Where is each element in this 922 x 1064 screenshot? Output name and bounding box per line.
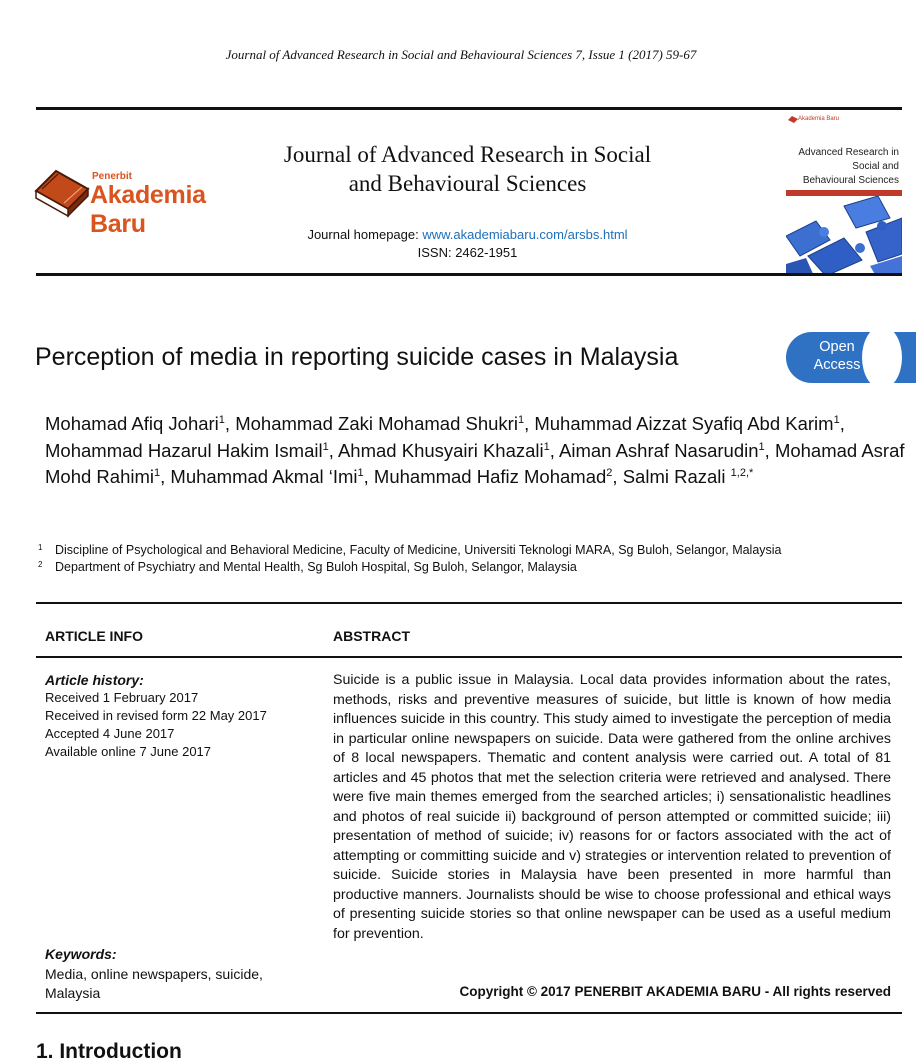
affiliation-1 (38, 543, 782, 557)
author-name: Mohammad Hazarul Hakim Ismail (45, 439, 323, 461)
author-affiliation-mark: 1 (517, 413, 525, 426)
author (235, 413, 524, 434)
journal-homepage (250, 227, 685, 242)
cover-title-line-2: Social and (852, 161, 899, 172)
author-affiliation-mark: 1 (357, 466, 364, 479)
publisher-logo (34, 165, 244, 238)
info-top-rule (36, 602, 902, 604)
history-online: Available online 7 June 2017 (45, 744, 212, 759)
author-name: Mohamad Asraf Mohd Rahimi (45, 439, 905, 487)
introduction-heading: 1. Introduction (36, 1040, 182, 1063)
author (170, 466, 363, 487)
publisher-small-label: Penerbit (92, 171, 133, 182)
badge-notch (862, 326, 902, 389)
history-accepted: Accepted 4 June 2017 (45, 726, 175, 741)
author-affiliation-mark: 1 (154, 466, 161, 479)
author (374, 466, 613, 487)
info-bottom-rule (36, 1012, 902, 1014)
author-list: Mohamad Afiq Johari$^1$, Mohammad Zaki Mohamad Shukri$^1$, Muhammad Aizzat Syafiq Abd Karim$^1$, Mohammad Hazarul Hakim Ismail$^1$, Ahmad Khusyairi Khazali$^1$, Aiman Ashraf Nasarudin$^1$, Mohamad Asraf Mohd Rahimi$^1$, Muhammad Akmal ‘Imi$^1$, Muhammad Hafiz Mohamad$^2$, Salmi Razali $^{1,2,*}$ (45, 413, 905, 487)
open-access-line-1: Open (819, 339, 855, 355)
header-top-rule (36, 107, 902, 110)
journal-cover (786, 113, 902, 275)
history-revised: Received in revised form 22 May 2017 (45, 708, 267, 723)
cover-title (798, 146, 899, 188)
author-affiliation-mark: 1,2,* (730, 466, 754, 479)
author (623, 466, 754, 487)
publisher-name: Akademia Baru (90, 181, 206, 238)
author-affiliation-mark: 1 (218, 413, 225, 426)
article-title: Perception of media in reporting suicide cases in Malaysia (35, 343, 679, 371)
homepage-label: Journal homepage: (307, 227, 423, 242)
running-head: Journal of Advanced Research in Social and Behavioural Sciences 7, Issue 1 (2017) 59-67 (225, 47, 697, 62)
issn: ISSN: 2462-1951 (417, 245, 518, 260)
author (338, 440, 550, 461)
keywords (45, 945, 295, 1004)
author (534, 413, 839, 434)
author-name: Muhammad Akmal ‘Imi (170, 466, 358, 487)
puzzle-cover-icon (786, 196, 902, 275)
keywords-label: Keywords: (45, 946, 117, 962)
author-name: Muhammad Aizzat Syafiq Abd Karim (534, 413, 834, 434)
open-access-line-2: Access (813, 357, 861, 373)
author-affiliation-mark: 1 (833, 413, 840, 426)
author-name: Aiman Ashraf Nasarudin (559, 439, 759, 461)
info-heading-rule (36, 656, 902, 658)
affiliation-2-text: Department of Psychiatry and Mental Health, Sg Buloh Hospital, Sg Buloh, Selangor, Malaysia (55, 560, 577, 574)
homepage-link[interactable]: www.akademiabaru.com/arsbs.html (422, 227, 628, 242)
author (559, 440, 765, 461)
abstract-text: Suicide is a public issue in Malaysia. Local data provides information about the rates, methods, risks and preventive measures of suicide, but little is known of how media influences suicide in this country. This study aimed to investigate the perception of media in particular online newspapers on suicide. Data were gathered from the online archives of 8 local newspapers. Thematic and content analysis were carried out. A total of 81 articles and 45 photos that met the selection criteria were retrieved and analysed. There were five main themes emerged from the searched articles; i) sensationalistic headlines and photos of real suicide ii) background of person attempted or committed suicide; iii) presentation of method of suicide; iv) reasons for or factors associated with the act of attempting or committing suicide and v) strategies or intervention related to prevention of suicide. Suicide stories in Malaysia have been presented in more harmful than productive manners. Journalists should be wise to choose professional and ethical ways of presenting suicide stories so that online newspaper can be used as a useful medium for prevention. (333, 672, 891, 942)
open-access-badge (786, 332, 916, 383)
author-affiliation-mark: 2 (606, 466, 613, 479)
author-name: Muhammad Hafiz Mohamad (373, 466, 607, 487)
journal-title (250, 140, 685, 198)
abstract-heading: ABSTRACT (333, 628, 410, 644)
header-bottom-rule (36, 273, 902, 276)
author-affiliation-mark: 1 (322, 440, 329, 453)
keywords-line-2: Malaysia (45, 985, 101, 1001)
author (45, 440, 329, 461)
author (45, 413, 225, 434)
affiliation-1-number: 1 (38, 543, 43, 552)
article-history-label: Article history: (45, 672, 144, 688)
history-received: Received 1 February 2017 (45, 690, 199, 705)
article-history (45, 671, 267, 761)
cover-publisher: Akademia Baru (798, 116, 840, 122)
author-name: Mohammad Zaki Mohamad Shukri (235, 413, 518, 434)
book-logo-icon (34, 165, 92, 220)
affiliation-2-number: 2 (38, 560, 43, 569)
copyright-notice: Copyright © 2017 PENERBIT AKADEMIA BARU - All rights reserved (459, 984, 891, 999)
journal-title-line-1: Journal of Advanced Research in Social (283, 142, 652, 167)
keywords-line-1: Media, online newspapers, suicide, (45, 965, 263, 982)
affiliation-2 (38, 560, 577, 574)
author-affiliation-mark: 1 (758, 440, 765, 453)
cover-title-line-1: Advanced Research in (798, 147, 899, 158)
journal-title-line-2: and Behavioural Sciences (348, 171, 587, 196)
cover-logo-icon (788, 116, 798, 124)
article-info-heading: ARTICLE INFO (45, 628, 143, 644)
affiliation-1-text: Discipline of Psychological and Behavioral Medicine, Faculty of Medicine, Universiti Teknologi MARA, Sg Buloh, Selangor, Malaysia (55, 543, 782, 557)
cover-title-line-3: Behavioural Sciences (802, 175, 899, 186)
author-name: Salmi Razali (622, 466, 731, 487)
author-affiliation-mark: 1 (543, 440, 550, 453)
author-name: Ahmad Khusyairi Khazali (337, 439, 544, 461)
author-name: Mohamad Afiq Johari (45, 413, 219, 434)
